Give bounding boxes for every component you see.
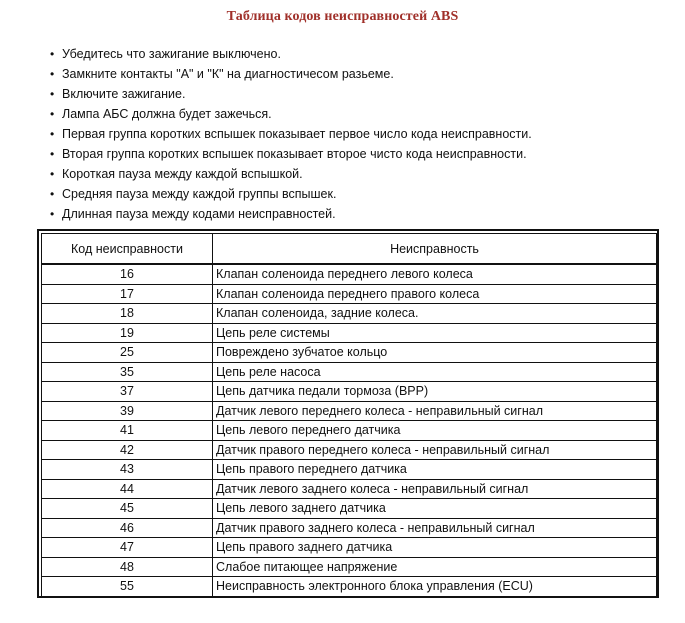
table-row [42,304,657,324]
instruction-text: Лампа АБС должна будет зажечься. [62,107,272,121]
table-row [42,557,657,577]
instruction-text: Короткая пауза между каждой вспышкой. [62,167,303,181]
fault-code-cell: 44 [42,479,213,499]
fault-description-cell: Цепь датчика педали тормоза (BPP) [213,382,657,402]
table-row [42,362,657,382]
fault-description-cell: Датчик правого переднего колеса - неправильный сигнал [213,440,657,460]
list-item [50,44,532,64]
page-title: Таблица кодов неисправностей ABS [226,9,459,24]
table-row [42,577,657,597]
list-item [50,84,532,104]
bullet-icon: • [50,127,55,141]
bullet-icon: • [50,107,55,121]
fault-code-cell: 46 [42,518,213,538]
fault-code-cell: 18 [42,304,213,324]
fault-description-cell: Повреждено зубчатое кольцо [213,343,657,363]
fault-code-cell: 47 [42,538,213,558]
fault-description-cell: Цепь реле системы [213,323,657,343]
instructions-list [50,44,532,224]
bullet-icon: • [50,147,55,161]
table-row [42,421,657,441]
fault-description-cell: Клапан соленоида, задние колеса. [213,304,657,324]
fault-code-cell: 25 [42,343,213,363]
table-row [42,343,657,363]
column-header-description: Неисправность [213,234,657,265]
table-row [42,264,657,284]
fault-description-cell: Цепь правого заднего датчика [213,538,657,558]
bullet-icon: • [50,47,55,61]
fault-code-cell: 43 [42,460,213,480]
fault-code-cell: 55 [42,577,213,597]
list-item [50,104,532,124]
instruction-text: Средняя пауза между каждой группы вспышек. [62,187,337,201]
instruction-text: Убедитесь что зажигание выключено. [62,47,281,61]
table-row [42,460,657,480]
bullet-icon: • [50,67,55,81]
table-header-row [42,234,657,265]
fault-codes-table [41,233,657,597]
fault-description-cell: Клапан соленоида переднего правого колеса [213,284,657,304]
fault-code-cell: 48 [42,557,213,577]
list-item [50,204,532,224]
fault-code-cell: 35 [42,362,213,382]
table-row [42,401,657,421]
fault-code-cell: 17 [42,284,213,304]
fault-description-cell: Клапан соленоида переднего левого колеса [213,264,657,284]
table-row [42,499,657,519]
fault-description-cell: Цепь левого переднего датчика [213,421,657,441]
instruction-text: Включите зажигание. [62,87,186,101]
list-item [50,144,532,164]
fault-description-cell: Слабое питающее напряжение [213,557,657,577]
bullet-icon: • [50,87,55,101]
fault-code-cell: 41 [42,421,213,441]
instruction-text: Длинная пауза между кодами неисправностей. [62,207,336,221]
fault-code-cell: 37 [42,382,213,402]
fault-code-cell: 45 [42,499,213,519]
table-row [42,479,657,499]
fault-description-cell: Датчик левого переднего колеса - неправильный сигнал [213,401,657,421]
instruction-text: Первая группа коротких вспышек показывает первое число кода неисправности. [62,127,532,141]
fault-description-cell: Неисправность электронного блока управления (ECU) [213,577,657,597]
instruction-text: Вторая группа коротких вспышек показывает второе чисто кода неисправности. [62,147,527,161]
fault-description-cell: Цепь реле насоса [213,362,657,382]
bullet-icon: • [50,187,55,201]
fault-code-cell: 42 [42,440,213,460]
fault-description-cell: Цепь левого заднего датчика [213,499,657,519]
list-item [50,64,532,84]
table-row [42,382,657,402]
table-row [42,518,657,538]
list-item [50,124,532,144]
list-item [50,164,532,184]
fault-code-cell: 19 [42,323,213,343]
table-row [42,323,657,343]
column-header-code: Код неисправности [42,234,213,265]
bullet-icon: • [50,207,55,221]
fault-description-cell: Цепь правого переднего датчика [213,460,657,480]
list-item [50,184,532,204]
fault-code-cell: 16 [42,264,213,284]
fault-description-cell: Датчик левого заднего колеса - неправильный сигнал [213,479,657,499]
fault-code-cell: 39 [42,401,213,421]
instruction-text: Замкните контакты "А" и "К" на диагностичесом разьеме. [62,67,394,81]
table-row [42,284,657,304]
table-row [42,538,657,558]
table-row [42,440,657,460]
bullet-icon: • [50,167,55,181]
fault-description-cell: Датчик правого заднего колеса - неправильный сигнал [213,518,657,538]
